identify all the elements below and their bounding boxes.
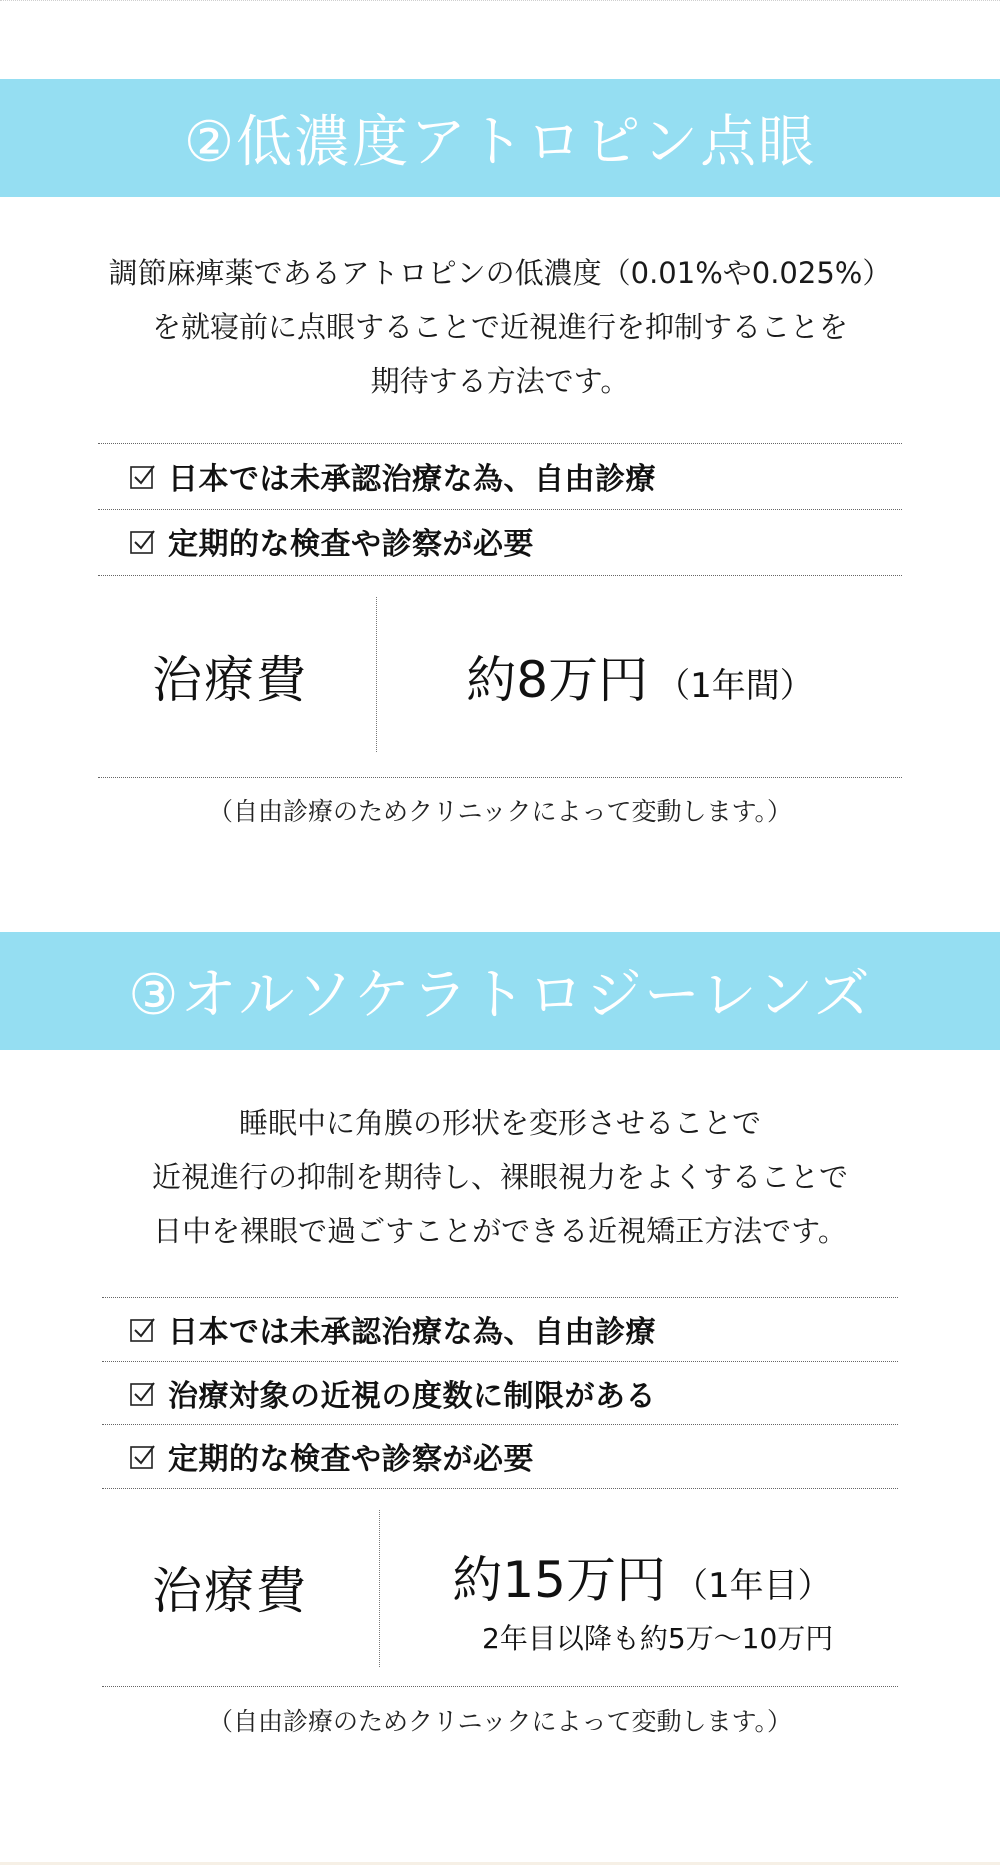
divider: [98, 443, 902, 444]
check-item-label: 治療対象の近視の度数に制限がある: [168, 1379, 656, 1414]
check-item: [120, 446, 656, 506]
section-heading-text: ③オルソケラトロジーレンズ: [128, 963, 872, 1028]
fee-period: （1年目）: [673, 1566, 832, 1606]
fee-value: [382, 1540, 902, 1612]
section-heading-atropine: [0, 79, 1000, 197]
check-item: [120, 1426, 534, 1486]
section-heading-orthok: [0, 932, 1000, 1050]
divider: [102, 1297, 898, 1298]
check-item-label: 日本では未承認治療な為、自由診療: [168, 1315, 656, 1350]
description-line: 近視進行の抑制を期待し、裸眼視力をよくすることで: [151, 1160, 848, 1194]
fee-period: （1年間）: [656, 666, 814, 706]
fee-label: 治療費: [152, 651, 308, 709]
description-line: 調節麻痺薬であるアトロピンの低濃度（0.01%や0.025%）: [108, 256, 892, 290]
section-heading-text: ②低濃度アトロピン点眼: [183, 110, 817, 175]
divider: [102, 1424, 898, 1425]
checkbox-checked-icon: [130, 1317, 154, 1341]
fee-amount: 約8万円: [466, 651, 649, 709]
description-line: を就寝前に点眼することで近視進行を抑制することを: [151, 310, 848, 344]
top-border: [0, 0, 1000, 1]
check-item: [120, 511, 534, 571]
divider: [98, 509, 902, 510]
fee-value: [380, 640, 900, 712]
description-line: 日中を裸眼で過ごすことができる近視矯正方法です。: [153, 1214, 847, 1248]
divider: [98, 777, 902, 778]
fee-amount: 約15万円: [452, 1551, 666, 1609]
checkbox-checked-icon: [130, 464, 154, 488]
fee-note: （自由診療のためクリニックによって変動します。）: [207, 1707, 792, 1736]
check-item: [120, 1299, 656, 1359]
divider: [98, 575, 902, 576]
section-description-orthok: [60, 1096, 940, 1258]
checkbox-checked-icon: [130, 529, 154, 553]
divider: [102, 1488, 898, 1489]
divider: [102, 1686, 898, 1687]
description-line: 期待する方法です。: [370, 364, 630, 398]
check-item: [120, 1363, 656, 1423]
fee-subsequent: 2年目以降も約5万〜10万円: [482, 1622, 834, 1655]
fee-divider: [379, 1510, 380, 1667]
fee-label: 治療費: [152, 1562, 308, 1620]
check-item-label: 定期的な検査や診察が必要: [168, 527, 534, 562]
check-item-label: 日本では未承認治療な為、自由診療: [168, 462, 656, 497]
description-line: 睡眠中に角膜の形状を変形させることで: [238, 1106, 761, 1140]
checkbox-checked-icon: [130, 1381, 154, 1405]
divider: [102, 1361, 898, 1362]
checkbox-checked-icon: [130, 1444, 154, 1468]
fee-divider: [376, 597, 377, 752]
check-item-label: 定期的な検査や診察が必要: [168, 1442, 534, 1477]
section-description-atropine: [60, 246, 940, 408]
fee-note: （自由診療のためクリニックによって変動します。）: [207, 797, 792, 826]
